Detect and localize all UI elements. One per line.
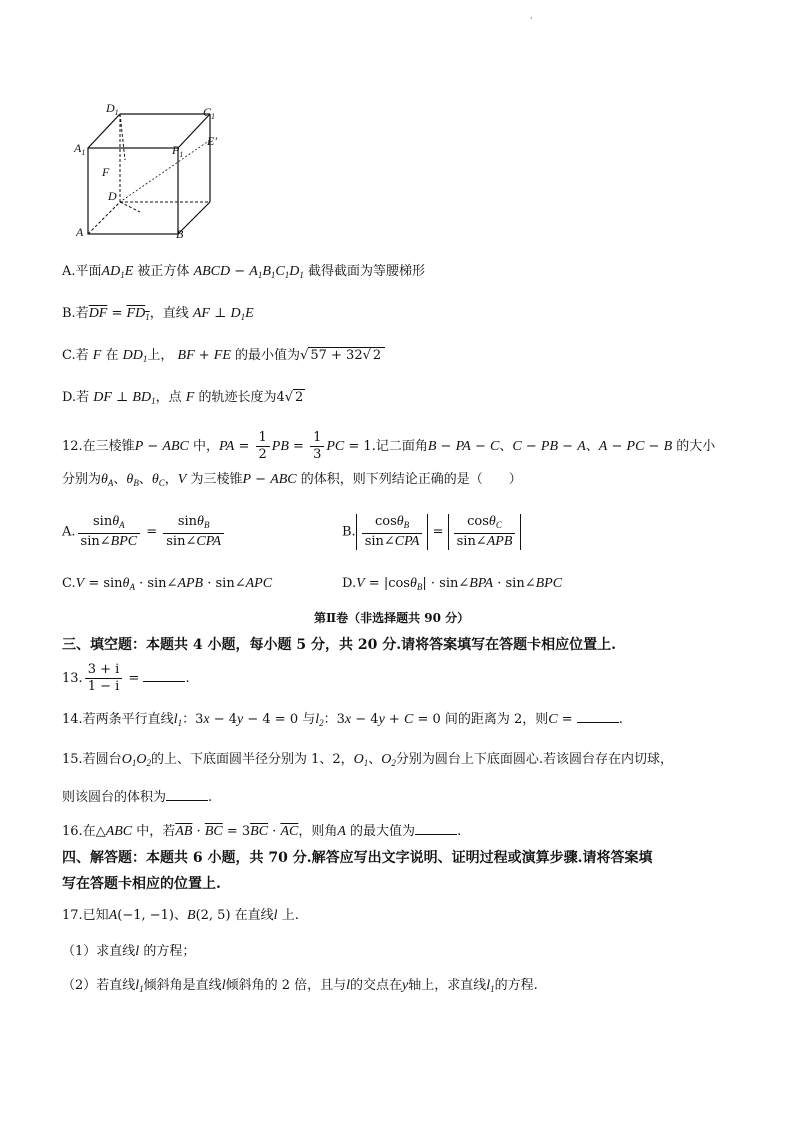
- q17-stem: 17.已知A(−1, −1)、B(2, 5) 在直线l 上.: [62, 908, 299, 923]
- label-b1: $P_1$: [172, 143, 184, 159]
- label-f: F: [102, 165, 110, 179]
- q12-line1: 12.在三棱锥P − ABC 中，PA = $\frac{1}{2}$ PB = $\frac{1}{3}$ PC = 1.记二面角B − PA − C、C − PB − A、A − PC − B 的大小: [62, 430, 716, 462]
- label-c1: $C_1$: [203, 105, 216, 121]
- section2-title: 第Ⅱ卷（非选择题共 90 分）: [314, 611, 470, 625]
- q17-part2: （2）若直线$l_1$倾斜角是直线l倾斜角的 2 倍，且与l的交点在y轴上，求直线$l_1$的方程.: [62, 978, 538, 994]
- q16: 16.在△ABC 中，若$\overline{AB} \cdot \overline{BC} = 3\overline{BC} \cdot \overline{AC}$，则角A 的最大值为 .: [62, 824, 462, 839]
- q12-option-d: D.V = |cosθ$_B$| · sin∠BPA · sin∠BPC: [342, 576, 563, 592]
- label-d: D: [108, 189, 117, 203]
- q14: 14.若两条平行直线$l_1$：3x − 4y − 4 = 0 与$l_2$：3x − 4y + C = 0 间的距离为 2，则C = .: [62, 712, 623, 728]
- q11-option-d: D.若 DF ⊥ $BD_1$，点 F 的轨迹长度为4√ 2: [62, 390, 304, 406]
- label-e: E': [207, 134, 217, 148]
- q13: 13. $\frac{3 + i}{1 - i}$ = .: [62, 662, 190, 694]
- label-a: A: [76, 225, 84, 239]
- top-mark: ·: [530, 14, 533, 23]
- q12-line2: 分别为$\theta_A$、$\theta_B$、$\theta_C$，V 为三棱锥P − ABC 的体积，则下列结论正确的是（ ）: [62, 472, 522, 488]
- q11-option-b: B.若$\overline{DF} = FD_1$，直线 AF ⊥ $D_1E$: [62, 306, 254, 322]
- label-b: B: [176, 227, 184, 240]
- label-d1: $D_1$: [106, 101, 119, 117]
- label-a1: $A_1$: [74, 141, 86, 157]
- q15-line1: 15.若圆台$O_1O_2$的上、下底面圆半径分别为 1、2，$O_1$、$O_2$分别为圆台上下底面圆心.若该圆台存在内切球，: [62, 752, 674, 768]
- section4-title-line2: 写在答题卡相应的位置上.: [62, 876, 221, 892]
- section3-title: 三、填空题：本题共 4 小题，每小题 5 分，共 20 分.请将答案填写在答题卡相应位置上.: [62, 637, 616, 653]
- cube-figure: [70, 100, 230, 240]
- q11-option-a: A.平面$AD_1E$ 被正方体 ABCD − $A_1B_1C_1D_1$ 截得截面为等腰梯形: [62, 264, 426, 280]
- q12-option-b: B. $\frac{\cos\theta_B}{\text{sin∠CPA}}$ = $\frac{\cos\theta_C}{\text{sin∠APB}}$: [342, 514, 521, 550]
- q11-option-c: C.若 F 在 $DD_1$上， BF + FE 的最小值为√ 57 + 32√ 2: [62, 348, 385, 365]
- q12-option-c: C.V = sinθ$_A$ · sin∠APB · sin∠APC: [62, 576, 273, 592]
- section4-title-line1: 四、解答题：本题共 6 小题，共 70 分.解答应写出文字说明、证明过程或演算步骤.请将答案填: [62, 850, 653, 866]
- q15-line2: 则该圆台的体积为 .: [62, 790, 213, 805]
- q12-option-a: A. $\frac{\sin\theta_A}{\text{sin∠BPC}}$ = $\frac{\sin\theta_B}{\text{sin∠CPA}}$: [62, 514, 226, 550]
- q17-part1: （1）求直线l 的方程；: [62, 944, 196, 959]
